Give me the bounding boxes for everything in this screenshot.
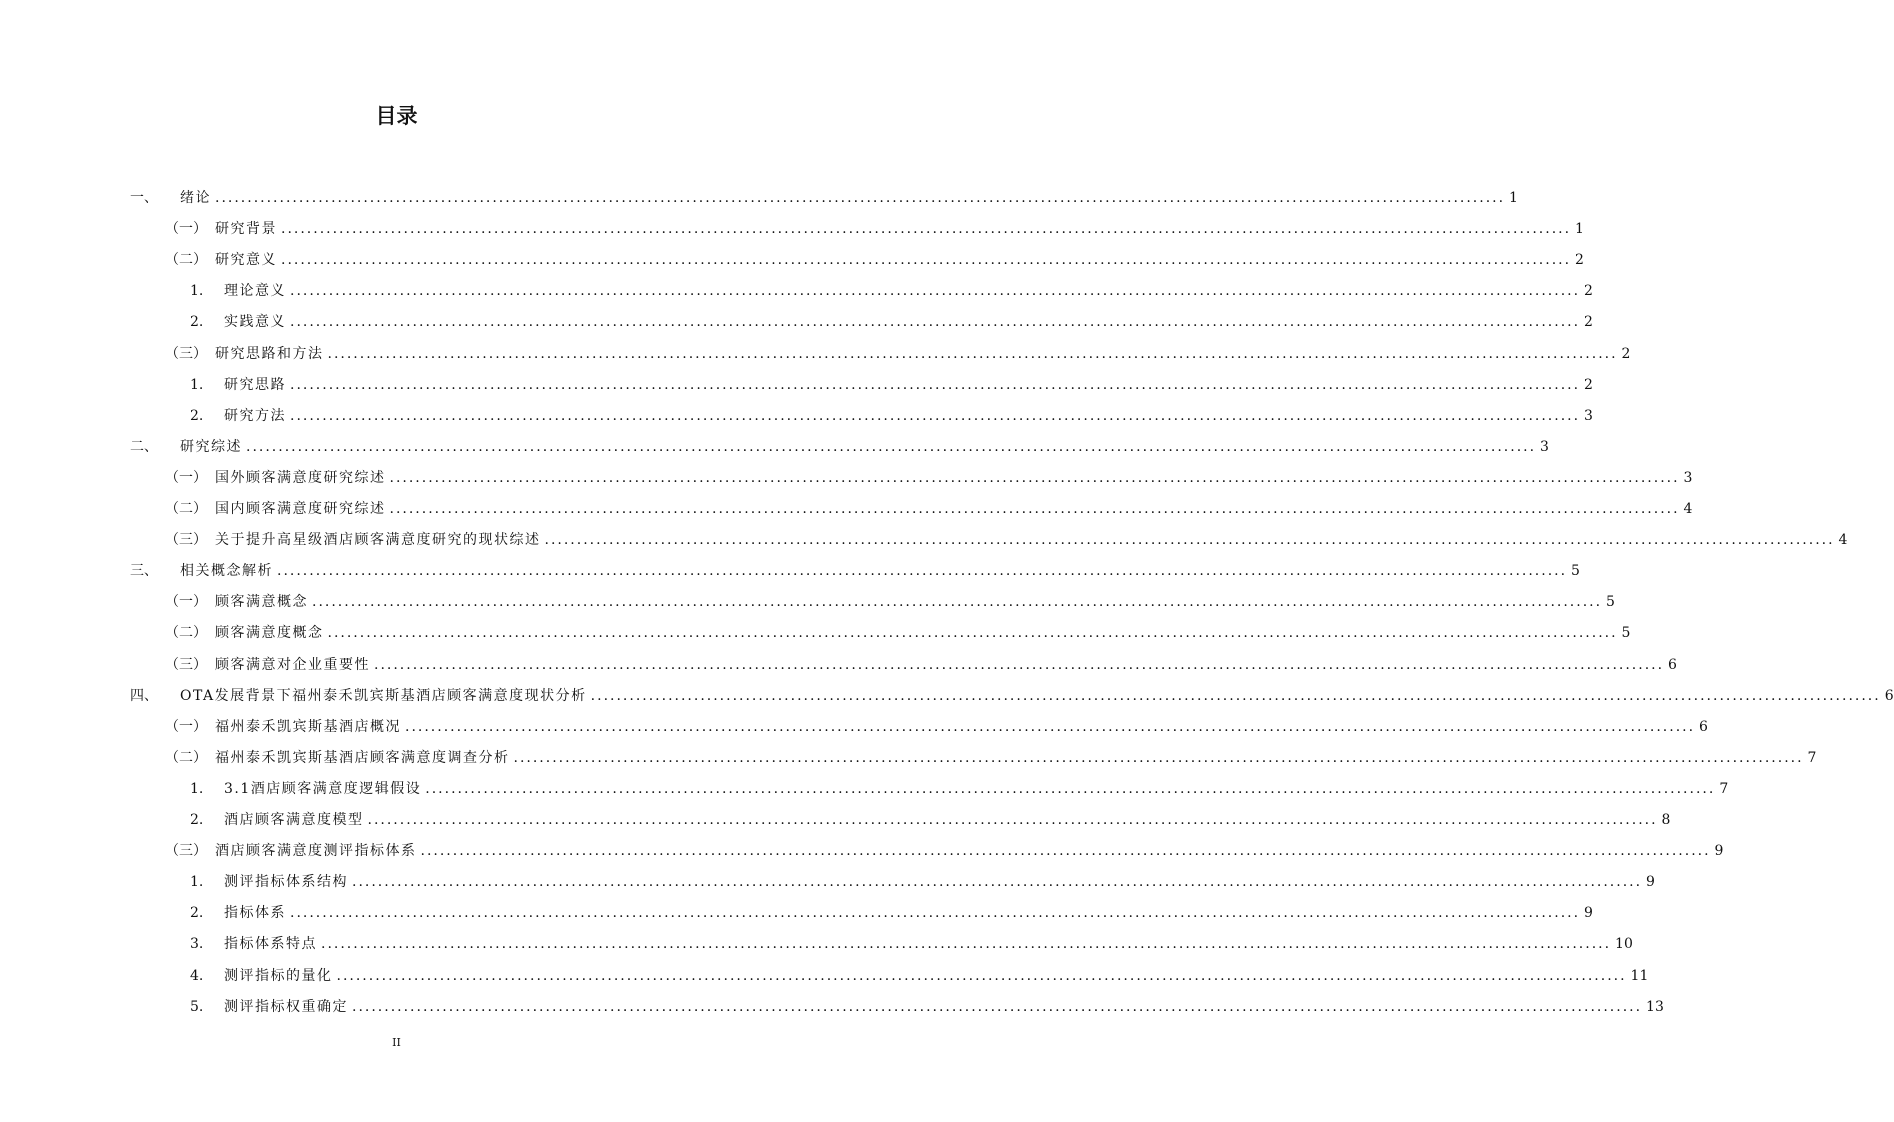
toc-entry[interactable] <box>190 867 1655 891</box>
toc-dot-leader: ........................................................................................................................................................................................................ <box>389 469 1680 486</box>
toc-entry[interactable] <box>165 214 1584 238</box>
toc-entry-page: 2 <box>1621 345 1631 362</box>
toc-entry-title: 绪论 <box>180 190 211 206</box>
toc-entry-number: 1. <box>190 780 204 797</box>
toc-dot-leader: ........................................................................................................................................................................................................ <box>290 407 1581 424</box>
toc-entry-title: 顾客满意度概念 <box>215 625 324 642</box>
toc-entry[interactable] <box>130 556 1580 580</box>
toc-entry-page: 9 <box>1646 874 1655 891</box>
toc-entry-page: 2 <box>1584 283 1593 300</box>
toc-entry-number: 3. <box>190 936 204 953</box>
toc-entry[interactable] <box>165 836 1724 860</box>
toc-entry-title: OTA发展背景下福州泰禾凯宾斯基酒店顾客满意度现状分析 <box>180 687 587 704</box>
toc-entry-page: 4 <box>1838 532 1848 549</box>
toc-entry-page: 1 <box>1575 221 1584 238</box>
toc-entry[interactable] <box>190 401 1593 425</box>
toc-dot-leader: ........................................................................................................................................................................................................ <box>246 438 1537 455</box>
toc-entry-title: 理论意义 <box>224 283 286 300</box>
toc-dot-leader: ........................................................................................................................................................................................................ <box>590 687 1881 704</box>
toc-dot-leader: ........................................................................................................................................................................................................ <box>544 532 1835 549</box>
toc-entry-title: 福州泰禾凯宾斯基酒店概况 <box>215 718 401 735</box>
toc-entry[interactable] <box>165 743 1817 767</box>
toc-entry-page: 6 <box>1699 718 1708 735</box>
toc-dot-leader: ........................................................................................................................................................................................................ <box>281 221 1572 238</box>
toc-entry[interactable] <box>190 370 1593 394</box>
page-number-footer: II <box>392 1036 401 1049</box>
toc-entry-number: （二） <box>165 252 207 269</box>
toc-dot-leader: ........................................................................................................................................................................................................ <box>405 718 1696 735</box>
toc-entry-title: 测评指标体系结构 <box>224 874 348 891</box>
toc-entry-number: 二、 <box>130 438 158 455</box>
toc-entry-number: （一） <box>165 718 207 735</box>
toc-dot-leader: ........................................................................................................................................................................................................ <box>290 314 1581 331</box>
toc-entry[interactable] <box>165 245 1584 269</box>
toc-entry-title: 指标体系 <box>224 905 286 922</box>
toc-entry[interactable] <box>130 183 1518 207</box>
toc-entry[interactable] <box>165 650 1677 674</box>
toc-entry-number: （三） <box>165 843 207 860</box>
toc-dot-leader: ........................................................................................................................................................................................................ <box>290 376 1581 393</box>
toc-entry-title: 福州泰禾凯宾斯基酒店顾客满意度调查分析 <box>215 749 510 766</box>
toc-dot-leader: ........................................................................................................................................................................................................ <box>425 780 1716 797</box>
toc-entry-page: 4 <box>1683 501 1693 517</box>
toc-dot-leader: ........................................................................................................................................................................................................ <box>352 998 1643 1015</box>
toc-entry-number: 2. <box>190 407 204 424</box>
toc-entry-title: 关于提升高星级酒店顾客满意度研究的现状综述 <box>215 532 541 549</box>
toc-entry[interactable] <box>165 712 1708 736</box>
toc-entry-number: 2. <box>190 905 204 922</box>
toc-entry-title: 研究思路 <box>224 376 286 393</box>
toc-entry[interactable] <box>190 929 1633 953</box>
toc-entry-title: 酒店顾客满意度测评指标体系 <box>215 843 417 860</box>
toc-entry-number: （一） <box>165 221 207 238</box>
toc-dot-leader: ........................................................................................................................................................................................................ <box>321 936 1612 953</box>
toc-entry[interactable] <box>190 992 1664 1016</box>
toc-entry[interactable] <box>130 432 1549 456</box>
toc-entry-number: （一） <box>165 469 207 486</box>
toc-entry-page: 7 <box>1807 749 1817 766</box>
toc-entry-title: 研究综述 <box>180 438 242 455</box>
toc-entry-page: 2 <box>1584 376 1593 393</box>
toc-entry-number: （三） <box>165 656 207 673</box>
toc-entry-title: 3.1酒店顾客满意度逻辑假设 <box>224 780 422 797</box>
toc-entry-title: 研究思路和方法 <box>215 345 324 362</box>
toc-entry[interactable] <box>165 525 1848 549</box>
toc-entry-page: 6 <box>1884 687 1894 704</box>
toc-entry-title: 国外顾客满意度研究综述 <box>215 469 386 486</box>
toc-dot-leader: ........................................................................................................................................................................................................ <box>277 563 1568 580</box>
toc-entry-page: 2 <box>1575 252 1584 269</box>
toc-entry-title: 酒店顾客满意度模型 <box>224 812 364 828</box>
toc-entry-title: 相关概念解析 <box>180 563 273 580</box>
toc-entry[interactable] <box>165 618 1631 642</box>
toc-entry-number: （三） <box>165 532 207 549</box>
toc-entry[interactable] <box>130 681 1894 705</box>
toc-dot-leader: ........................................................................................................................................................................................................ <box>281 252 1572 269</box>
toc-entry-number: 三、 <box>130 563 158 580</box>
toc-dot-leader: ........................................................................................................................................................................................................ <box>367 812 1658 828</box>
toc-entry-number: 一、 <box>130 190 158 206</box>
toc-dot-leader: ........................................................................................................................................................................................................ <box>290 283 1581 300</box>
toc-entry-number: 4. <box>190 967 204 984</box>
toc-entry-number: 1. <box>190 874 204 891</box>
toc-entry-number: 5. <box>190 998 204 1015</box>
toc-entry-page: 9 <box>1584 905 1593 922</box>
toc-dot-leader: ........................................................................................................................................................................................................ <box>336 967 1627 984</box>
toc-dot-leader: ........................................................................................................................................................................................................ <box>327 625 1618 642</box>
toc-entry[interactable] <box>190 898 1593 922</box>
toc-entry-page: 9 <box>1714 843 1724 860</box>
toc-dot-leader: ........................................................................................................................................................................................................ <box>389 501 1680 517</box>
toc-entry-page: 5 <box>1621 625 1631 642</box>
toc-entry-page: 1 <box>1509 190 1518 206</box>
toc-entry-title: 测评指标的量化 <box>224 967 333 984</box>
toc-entry[interactable] <box>190 805 1671 829</box>
toc-entry[interactable] <box>165 339 1631 363</box>
toc-entry-number: 2. <box>190 812 204 828</box>
toc-entry-number: 1. <box>190 283 204 300</box>
toc-dot-leader: ........................................................................................................................................................................................................ <box>215 190 1506 206</box>
toc-entry[interactable] <box>190 276 1593 300</box>
toc-entry-number: 1. <box>190 376 204 393</box>
toc-entry-number: （二） <box>165 625 207 642</box>
toc-entry-number: （三） <box>165 345 207 362</box>
toc-entry-title: 研究方法 <box>224 407 286 424</box>
toc-entry-title: 测评指标权重确定 <box>224 998 348 1015</box>
toc-entry-title: 指标体系特点 <box>224 936 317 953</box>
toc-entry-number: （二） <box>165 501 207 517</box>
toc-entry-title: 研究意义 <box>215 252 277 269</box>
toc-entry-number: （二） <box>165 749 207 766</box>
toc-entry-page: 11 <box>1630 967 1649 984</box>
toc-entry-page: 6 <box>1668 656 1677 673</box>
toc-entry-title: 顾客满意概念 <box>215 594 308 611</box>
toc-dot-leader: ........................................................................................................................................................................................................ <box>352 874 1643 891</box>
toc-entry-number: （一） <box>165 594 207 611</box>
toc-entry-page: 10 <box>1615 936 1633 953</box>
toc-entry-page: 3 <box>1584 407 1593 424</box>
toc-dot-leader: ........................................................................................................................................................................................................ <box>374 656 1665 673</box>
toc-entry-page: 3 <box>1683 469 1693 486</box>
toc-entry[interactable] <box>190 307 1593 331</box>
toc-entry-page: 8 <box>1661 812 1671 828</box>
toc-entry-title: 研究背景 <box>215 221 277 238</box>
toc-entry-page: 5 <box>1571 563 1580 580</box>
toc-entry-page: 5 <box>1606 594 1615 611</box>
toc-entry[interactable] <box>190 774 1729 798</box>
toc-entry-page: 7 <box>1719 780 1729 797</box>
toc-entry[interactable] <box>165 587 1615 611</box>
toc-dot-leader: ........................................................................................................................................................................................................ <box>327 345 1618 362</box>
toc-dot-leader: ........................................................................................................................................................................................................ <box>290 905 1581 922</box>
toc-dot-leader: ........................................................................................................................................................................................................ <box>513 749 1804 766</box>
toc-entry-number: 四、 <box>130 687 158 704</box>
toc-entry[interactable] <box>165 463 1693 487</box>
toc-entry[interactable] <box>190 961 1649 985</box>
toc-entry-title: 国内顾客满意度研究综述 <box>215 501 386 517</box>
toc-entry[interactable] <box>165 494 1693 518</box>
toc-entry-page: 2 <box>1584 314 1593 331</box>
toc-entry-number: 2. <box>190 314 204 331</box>
toc-entry-title: 实践意义 <box>224 314 286 331</box>
toc-dot-leader: ........................................................................................................................................................................................................ <box>420 843 1711 860</box>
toc-entry-page: 3 <box>1540 438 1549 455</box>
toc-entry-page: 13 <box>1646 998 1664 1015</box>
toc-entry-title: 顾客满意对企业重要性 <box>215 656 370 673</box>
page-title: 目录 <box>375 104 418 128</box>
toc-dot-leader: ........................................................................................................................................................................................................ <box>312 594 1603 611</box>
